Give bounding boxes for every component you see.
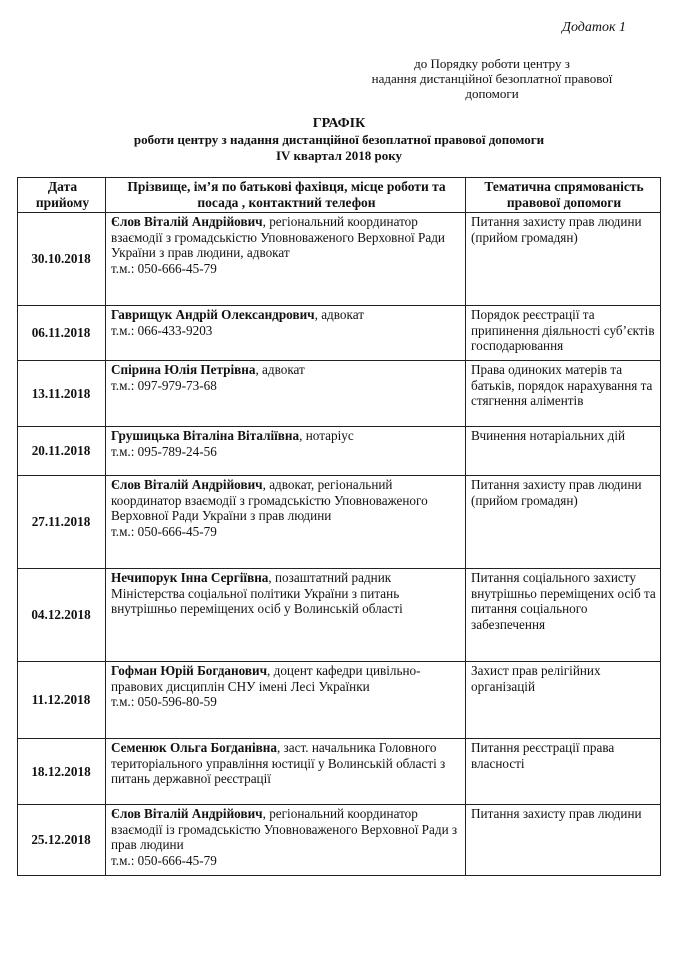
person-name: Гаврищук Андрій Олександрович xyxy=(111,307,315,322)
person-name: Нечипорук Інна Сергіївна xyxy=(111,570,269,585)
table-header-row xyxy=(18,178,661,213)
header-date: Дата прийому xyxy=(18,178,106,213)
row-date: 25.12.2018 xyxy=(18,805,106,876)
title-period: IV квартал 2018 року xyxy=(275,148,403,163)
person-phone: т.м.: 050-666-45-79 xyxy=(111,523,217,539)
person-name: Єлов Віталій Андрійович xyxy=(111,806,263,821)
person-phone: т.м.: 050-666-45-79 xyxy=(111,260,217,276)
order-line: надання дистанційної безоплатної правової xyxy=(371,71,613,86)
row-topic: Питання захисту прав людини (прийом громадян) xyxy=(466,213,661,306)
person-phone: т.м.: 097-979-73-68 xyxy=(111,377,217,393)
row-topic: Питання реєстрації права власності xyxy=(466,739,661,805)
person-phone: т.м.: 050-666-45-79 xyxy=(111,852,217,868)
row-date: 27.11.2018 xyxy=(18,476,106,569)
table-row xyxy=(18,306,661,361)
row-topic: Питання соціального захисту внутрішньо переміщених осіб та питання соціального забезпечення xyxy=(466,569,661,662)
row-date: 20.11.2018 xyxy=(18,427,106,476)
person-position: , адвокат xyxy=(314,307,364,322)
schedule-table xyxy=(17,177,661,876)
order-line: до Порядку роботи центру з xyxy=(414,56,570,71)
order-reference xyxy=(362,56,622,101)
row-person xyxy=(106,739,466,805)
person-name: Спірина Юлія Петрівна xyxy=(111,362,256,377)
table-row xyxy=(18,427,661,476)
table-row xyxy=(18,361,661,427)
header-topic: Тематична спрямованість правової допомоги xyxy=(466,178,661,213)
document-title xyxy=(0,116,678,164)
table-row xyxy=(18,662,661,739)
person-position: , позаштатний радник Міністерства соціальної політики України з питань внутрішньо переміщених осіб у Волинській області xyxy=(111,570,403,616)
person-phone: т.м.: 066-433-9203 xyxy=(111,322,213,338)
row-topic: Питання захисту прав людини xyxy=(466,805,661,876)
table-row xyxy=(18,739,661,805)
row-person xyxy=(106,213,466,306)
row-date: 30.10.2018 xyxy=(18,213,106,306)
person-position: , доцент кафедри цивільно-правових дисциплін СНУ імені Лесі Українки xyxy=(111,663,421,694)
row-date: 06.11.2018 xyxy=(18,306,106,361)
person-position: , заст. начальника Головного територіального управління юстиції у Волинській області з питань державної реєстрації xyxy=(111,740,446,786)
row-date: 11.12.2018 xyxy=(18,662,106,739)
row-topic: Питання захисту прав людини (прийом громадян) xyxy=(466,476,661,569)
person-name: Грушицька Віталіна Віталіївна xyxy=(111,428,300,443)
row-person xyxy=(106,476,466,569)
order-line: допомоги xyxy=(465,86,519,101)
table-row xyxy=(18,476,661,569)
person-position: , адвокат, регіональний координатор взаємодії з громадськістю Уповноваженого Верховної Ради України з прав людини xyxy=(111,477,428,523)
person-phone: т.м.: 095-789-24-56 xyxy=(111,443,217,459)
person-name: Семенюк Ольга Богданівна xyxy=(111,740,277,755)
person-position: , адвокат xyxy=(255,362,305,377)
person-name: Гофман Юрій Богданович xyxy=(111,663,268,678)
row-date: 18.12.2018 xyxy=(18,739,106,805)
row-person xyxy=(106,361,466,427)
row-person xyxy=(106,662,466,739)
person-position: , регіональний координатор взаємодії із громадськістю Уповноваженого Верховної Ради з прав людини xyxy=(111,806,458,852)
table-row xyxy=(18,805,661,876)
title-heading: ГРАФІК xyxy=(312,116,366,131)
row-topic: Права одиноких матерів та батьків, порядок нарахування та стягнення аліментів xyxy=(466,361,661,427)
person-name: Єлов Віталій Андрійович xyxy=(111,214,263,229)
row-person xyxy=(106,306,466,361)
header-person: Прізвище, ім’я по батькові фахівця, місце роботи та посада , контактний телефон xyxy=(106,178,466,213)
row-date: 04.12.2018 xyxy=(18,569,106,662)
person-position: , нотаріус xyxy=(299,428,354,443)
appendix-label: Додаток 1 xyxy=(562,20,626,35)
row-person xyxy=(106,427,466,476)
title-line: роботи центру з надання дистанційної безоплатної правової допомоги xyxy=(133,132,545,147)
row-topic: Захист прав релігійних організацій xyxy=(466,662,661,739)
table-row xyxy=(18,213,661,306)
row-person xyxy=(106,569,466,662)
person-name: Єлов Віталій Андрійович xyxy=(111,477,263,492)
row-date: 13.11.2018 xyxy=(18,361,106,427)
row-topic: Порядок реєстрації та припинення діяльності суб’єктів господарювання xyxy=(466,306,661,361)
table-row xyxy=(18,569,661,662)
person-phone: т.м.: 050-596-80-59 xyxy=(111,694,217,709)
person-position: , регіональний координатор взаємодії з громадськістю Уповноваженого Верховної Ради України з прав людини, адвокат xyxy=(111,214,445,260)
row-topic: Вчинення нотаріальних дій xyxy=(466,427,661,476)
row-person xyxy=(106,805,466,876)
